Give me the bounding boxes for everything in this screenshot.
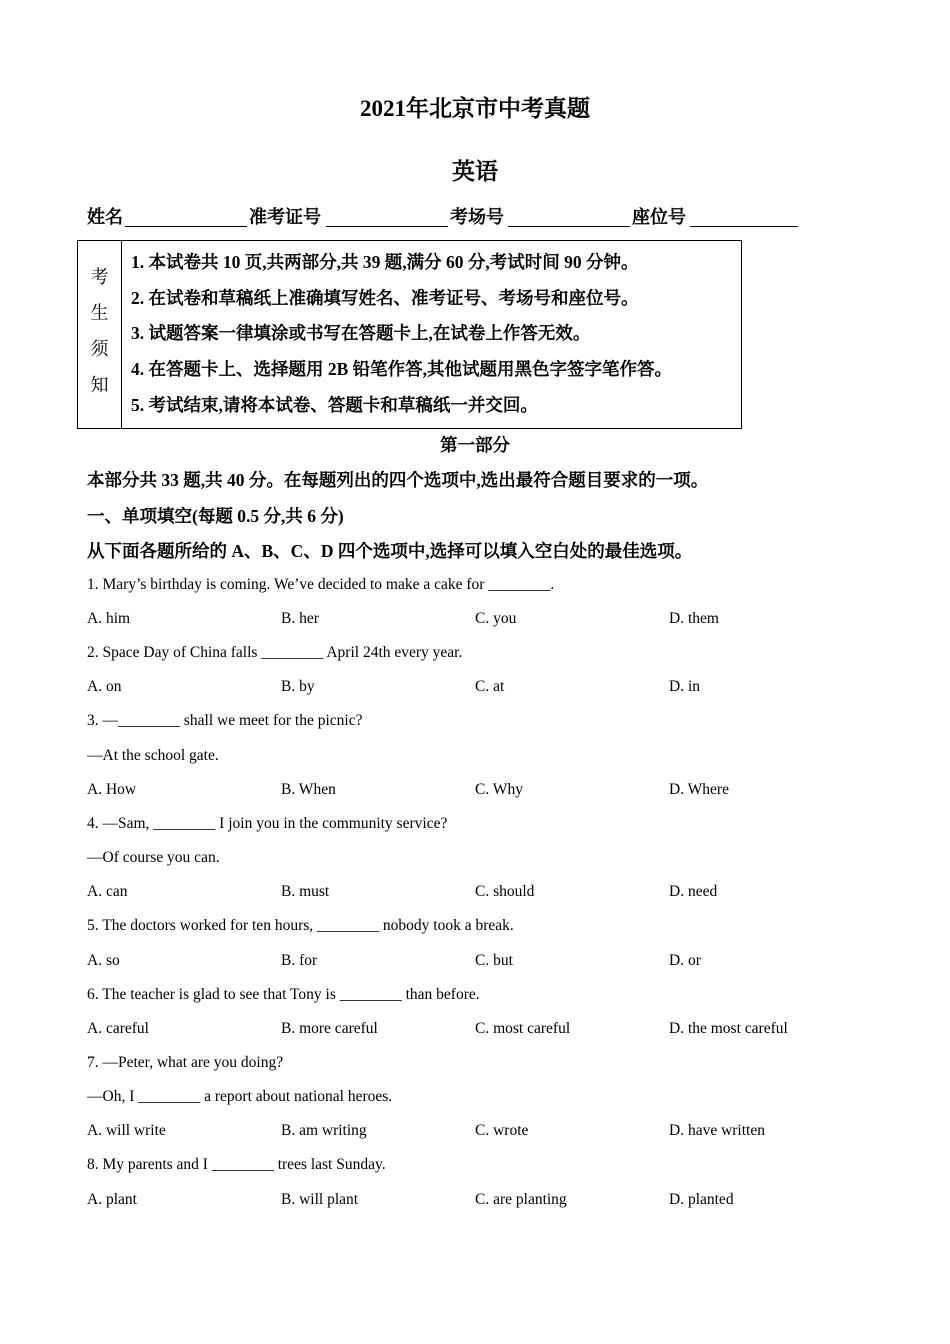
- seat-blank[interactable]: [690, 226, 798, 227]
- part-intro: 本部分共 33 题,共 40 分。在每题列出的四个选项中,选出最符合题目要求的一项。: [87, 470, 709, 490]
- option-d[interactable]: D. planted: [669, 1191, 734, 1208]
- option-d[interactable]: D. in: [669, 678, 700, 695]
- option-b[interactable]: B. her: [281, 610, 319, 627]
- notice-line: 5. 考试结束,请将本试卷、答题卡和草稿纸一并交回。: [131, 395, 538, 415]
- question-answer-line: —Oh, I ________ a report about national heroes.: [87, 1088, 393, 1105]
- option-c[interactable]: C. at: [475, 678, 505, 695]
- exam-title: 2021年北京市中考真题: [360, 96, 590, 121]
- question-stem: 2. Space Day of China falls ________ April 24th every year.: [87, 644, 463, 661]
- question-stem: 6. The teacher is glad to see that Tony is ________ than before.: [87, 986, 480, 1003]
- notice-line: 2. 在试卷和草稿纸上准确填写姓名、准考证号、考场号和座位号。: [131, 288, 639, 308]
- notice-line: 4. 在答题卡上、选择题用 2B 铅笔作答,其他试题用黑色字签字笔作答。: [131, 359, 673, 379]
- notice-side-char: 知: [90, 375, 109, 395]
- option-b[interactable]: B. am writing: [281, 1122, 367, 1139]
- notice-side-char: 须: [90, 339, 109, 359]
- section-title: 一、单项填空(每题 0.5 分,共 6 分): [87, 506, 344, 526]
- option-d[interactable]: D. or: [669, 952, 701, 969]
- room-label: 考场号: [450, 207, 504, 227]
- option-a[interactable]: A. on: [87, 678, 122, 695]
- option-c[interactable]: C. wrote: [475, 1122, 529, 1139]
- option-b[interactable]: B. by: [281, 678, 315, 695]
- option-a[interactable]: A. so: [87, 952, 120, 969]
- room-blank[interactable]: [508, 226, 630, 227]
- exam-id-blank[interactable]: [326, 226, 448, 227]
- question-answer-line: —At the school gate.: [87, 747, 219, 764]
- question-stem: 4. —Sam, ________ I join you in the community service?: [87, 815, 448, 832]
- notice-line: 1. 本试卷共 10 页,共两部分,共 39 题,满分 60 分,考试时间 90 分钟。: [131, 252, 639, 272]
- option-a[interactable]: A. plant: [87, 1191, 137, 1208]
- question-stem: 1. Mary’s birthday is coming. We’ve decided to make a cake for ________.: [87, 576, 555, 593]
- option-c[interactable]: C. are planting: [475, 1191, 567, 1208]
- notice-side-char: 考: [90, 267, 109, 287]
- question-stem: 5. The doctors worked for ten hours, ________ nobody took a break.: [87, 917, 514, 934]
- option-a[interactable]: A. How: [87, 781, 137, 798]
- question-stem: 3. —________ shall we meet for the picnic?: [87, 712, 363, 729]
- option-a[interactable]: A. careful: [87, 1020, 149, 1037]
- part-title: 第一部分: [440, 435, 510, 455]
- option-a[interactable]: A. him: [87, 610, 131, 627]
- option-d[interactable]: D. them: [669, 610, 719, 627]
- option-c[interactable]: C. most careful: [475, 1020, 571, 1037]
- notice-box: [77, 240, 742, 429]
- section-instruction: 从下面各题所给的 A、B、C、D 四个选项中,选择可以填入空白处的最佳选项。: [87, 541, 693, 561]
- option-d[interactable]: D. need: [669, 883, 718, 900]
- name-label: 姓名: [87, 207, 123, 227]
- option-d[interactable]: D. the most careful: [669, 1020, 788, 1037]
- option-c[interactable]: C. Why: [475, 781, 523, 798]
- option-c[interactable]: C. you: [475, 610, 517, 627]
- notice-side-char: 生: [90, 303, 109, 323]
- option-c[interactable]: C. but: [475, 952, 513, 969]
- name-blank[interactable]: [125, 226, 247, 227]
- subject-title: 英语: [452, 159, 498, 184]
- exam-id-label: 准考证号: [249, 207, 321, 227]
- option-b[interactable]: B. will plant: [281, 1191, 359, 1208]
- notice-line: 3. 试题答案一律填涂或书写在答题卡上,在试卷上作答无效。: [131, 323, 591, 343]
- option-b[interactable]: B. for: [281, 952, 318, 969]
- question-stem: 7. —Peter, what are you doing?: [87, 1054, 284, 1071]
- seat-label: 座位号: [632, 207, 686, 227]
- option-d[interactable]: D. Where: [669, 781, 729, 798]
- question-answer-line: —Of course you can.: [87, 849, 220, 866]
- option-b[interactable]: B. more careful: [281, 1020, 378, 1037]
- option-c[interactable]: C. should: [475, 883, 535, 900]
- option-b[interactable]: B. must: [281, 883, 330, 900]
- option-d[interactable]: D. have written: [669, 1122, 765, 1139]
- option-b[interactable]: B. When: [281, 781, 336, 798]
- notice-side-label: [78, 241, 122, 428]
- question-stem: 8. My parents and I ________ trees last Sunday.: [87, 1156, 386, 1173]
- option-a[interactable]: A. will write: [87, 1122, 166, 1139]
- option-a[interactable]: A. can: [87, 883, 128, 900]
